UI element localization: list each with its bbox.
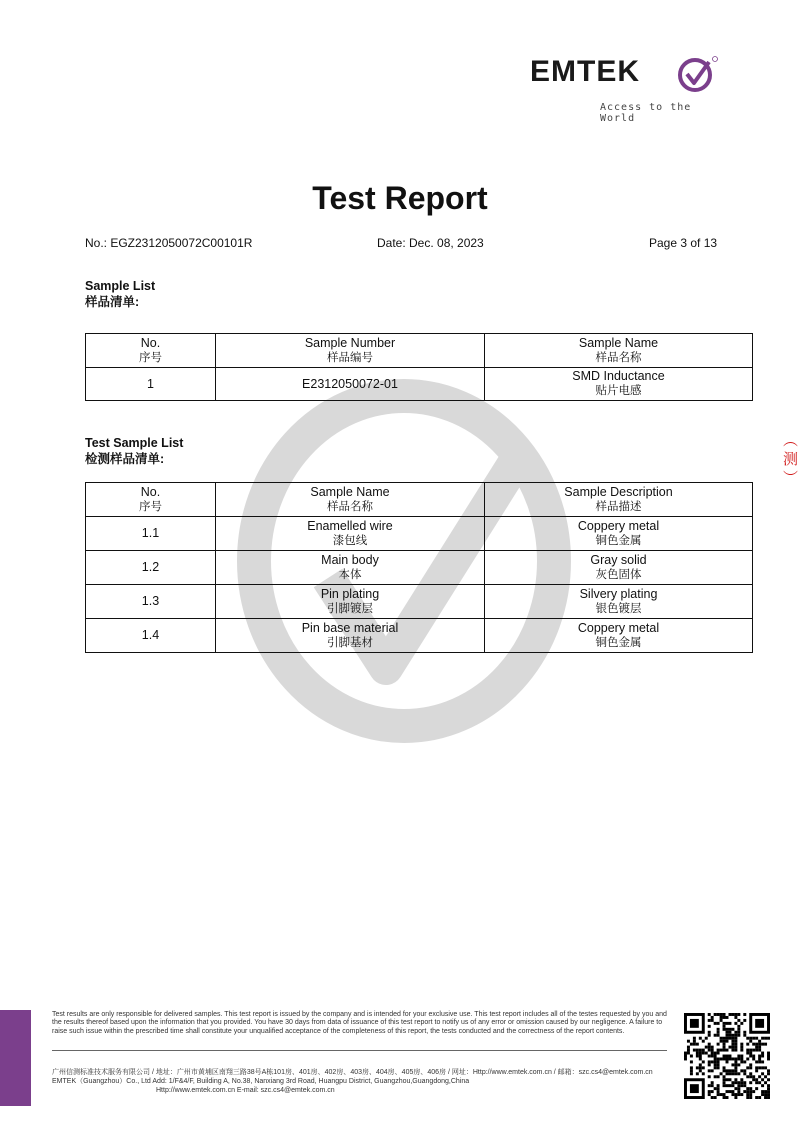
sample-name-cell: SMD Inductance 贴片电感 (485, 368, 753, 401)
test-sample-desc-cell: Coppery metal 铜色金属 (485, 619, 753, 653)
table-header-row (86, 334, 753, 368)
footer-address-cn: 广州信测标准技术服务有限公司 / 地址：广州市黄埔区南翔三路38号A栋101房、401房、402房、403房、404房、405房、406房 / 网址：Http://www.emtek.com.cn / 邮箱：szc.cs4@emtek.com.cn (52, 1069, 653, 1076)
table-row (86, 585, 753, 619)
footer-address-en: EMTEK（Guangzhou）Co., Ltd Add: 1/F&4/F, Building A, No.38, Nanxiang 3rd Road, Huangpu District, Guangzhou,Guangdong,China (52, 1078, 470, 1085)
test-sample-list-title-cn: 检测样品清单: (85, 452, 165, 466)
table-header-cell: Sample Name 样品名称 (485, 334, 753, 368)
test-sample-no-cell: 1.3 (86, 585, 216, 619)
seal-stamp-fragment: （测） (781, 432, 798, 489)
table-row (86, 619, 753, 653)
page-title: Test Report (312, 180, 488, 216)
table-header-cell: Sample Number 样品编号 (216, 334, 485, 368)
test-sample-desc-cell: Silvery plating 银色镀层 (485, 585, 753, 619)
logo-wordmark: EMTEK (530, 55, 640, 88)
table-row (86, 368, 753, 401)
table-header-cell: Sample Name 样品名称 (216, 483, 485, 517)
test-sample-no-cell: 1.1 (86, 517, 216, 551)
logo-tagline: Access to the World (600, 102, 692, 124)
sample-list-table (85, 333, 753, 401)
footer-address-block (52, 1068, 672, 1095)
report-date: Date: Dec. 08, 2023 (377, 236, 484, 250)
test-sample-name-cell: Enamelled wire 漆包线 (216, 517, 485, 551)
table-header-cell: No. 序号 (86, 483, 216, 517)
sample-list-heading (85, 278, 155, 310)
footer-accent-bar (0, 1010, 31, 1106)
test-sample-no-cell: 1.2 (86, 551, 216, 585)
test-sample-list-table (85, 482, 753, 653)
sample-list-title-en: Sample List (85, 279, 156, 293)
table-header-cell: No. 序号 (86, 334, 216, 368)
test-sample-no-cell: 1.4 (86, 619, 216, 653)
test-sample-name-cell: Pin plating 引脚镀层 (216, 585, 485, 619)
report-number: No.: EGZ2312050072C00101R (85, 236, 253, 250)
table-row (86, 551, 753, 585)
test-sample-list-heading (85, 435, 183, 467)
footer-contact: Http://www.emtek.com.cn E-mail: szc.cs4@emtek.com.cn (156, 1087, 335, 1094)
logo-check-circle-icon (675, 54, 719, 94)
test-sample-name-cell: Pin base material 引脚基材 (216, 619, 485, 653)
sample-number-cell: E2312050072-01 (216, 368, 485, 401)
emtek-logo (530, 55, 730, 124)
table-header-cell: Sample Description 样品描述 (485, 483, 753, 517)
test-sample-list-title-en: Test Sample List (85, 436, 184, 450)
test-sample-name-cell: Main body 本体 (216, 551, 485, 585)
sample-no-cell: 1 (86, 368, 216, 401)
test-sample-desc-cell: Gray solid 灰色固体 (485, 551, 753, 585)
footer-disclaimer: Test results are only responsible for delivered samples. This test report is issued by the company and is intended for your exclusive use. This test report includes all of the testes requested by you and the results thereof based upon the information that you provided. You have 30 days from data of issuance of this test report to notify us of any error or omission caused by our negligence. A failure to raise such issue within the prescribed time shall constitute your unqualified acceptance of the completeness of this report, the tests conducted and the correctness of the report contents. (52, 1011, 667, 1035)
page-number: Page 3 of 13 (649, 236, 718, 250)
table-row (86, 517, 753, 551)
table-header-row (86, 483, 753, 517)
sample-list-title-cn: 样品清单: (85, 295, 140, 309)
test-sample-desc-cell: Coppery metal 铜色金属 (485, 517, 753, 551)
footer-divider (52, 1050, 667, 1051)
qr-code-icon (684, 1013, 770, 1099)
